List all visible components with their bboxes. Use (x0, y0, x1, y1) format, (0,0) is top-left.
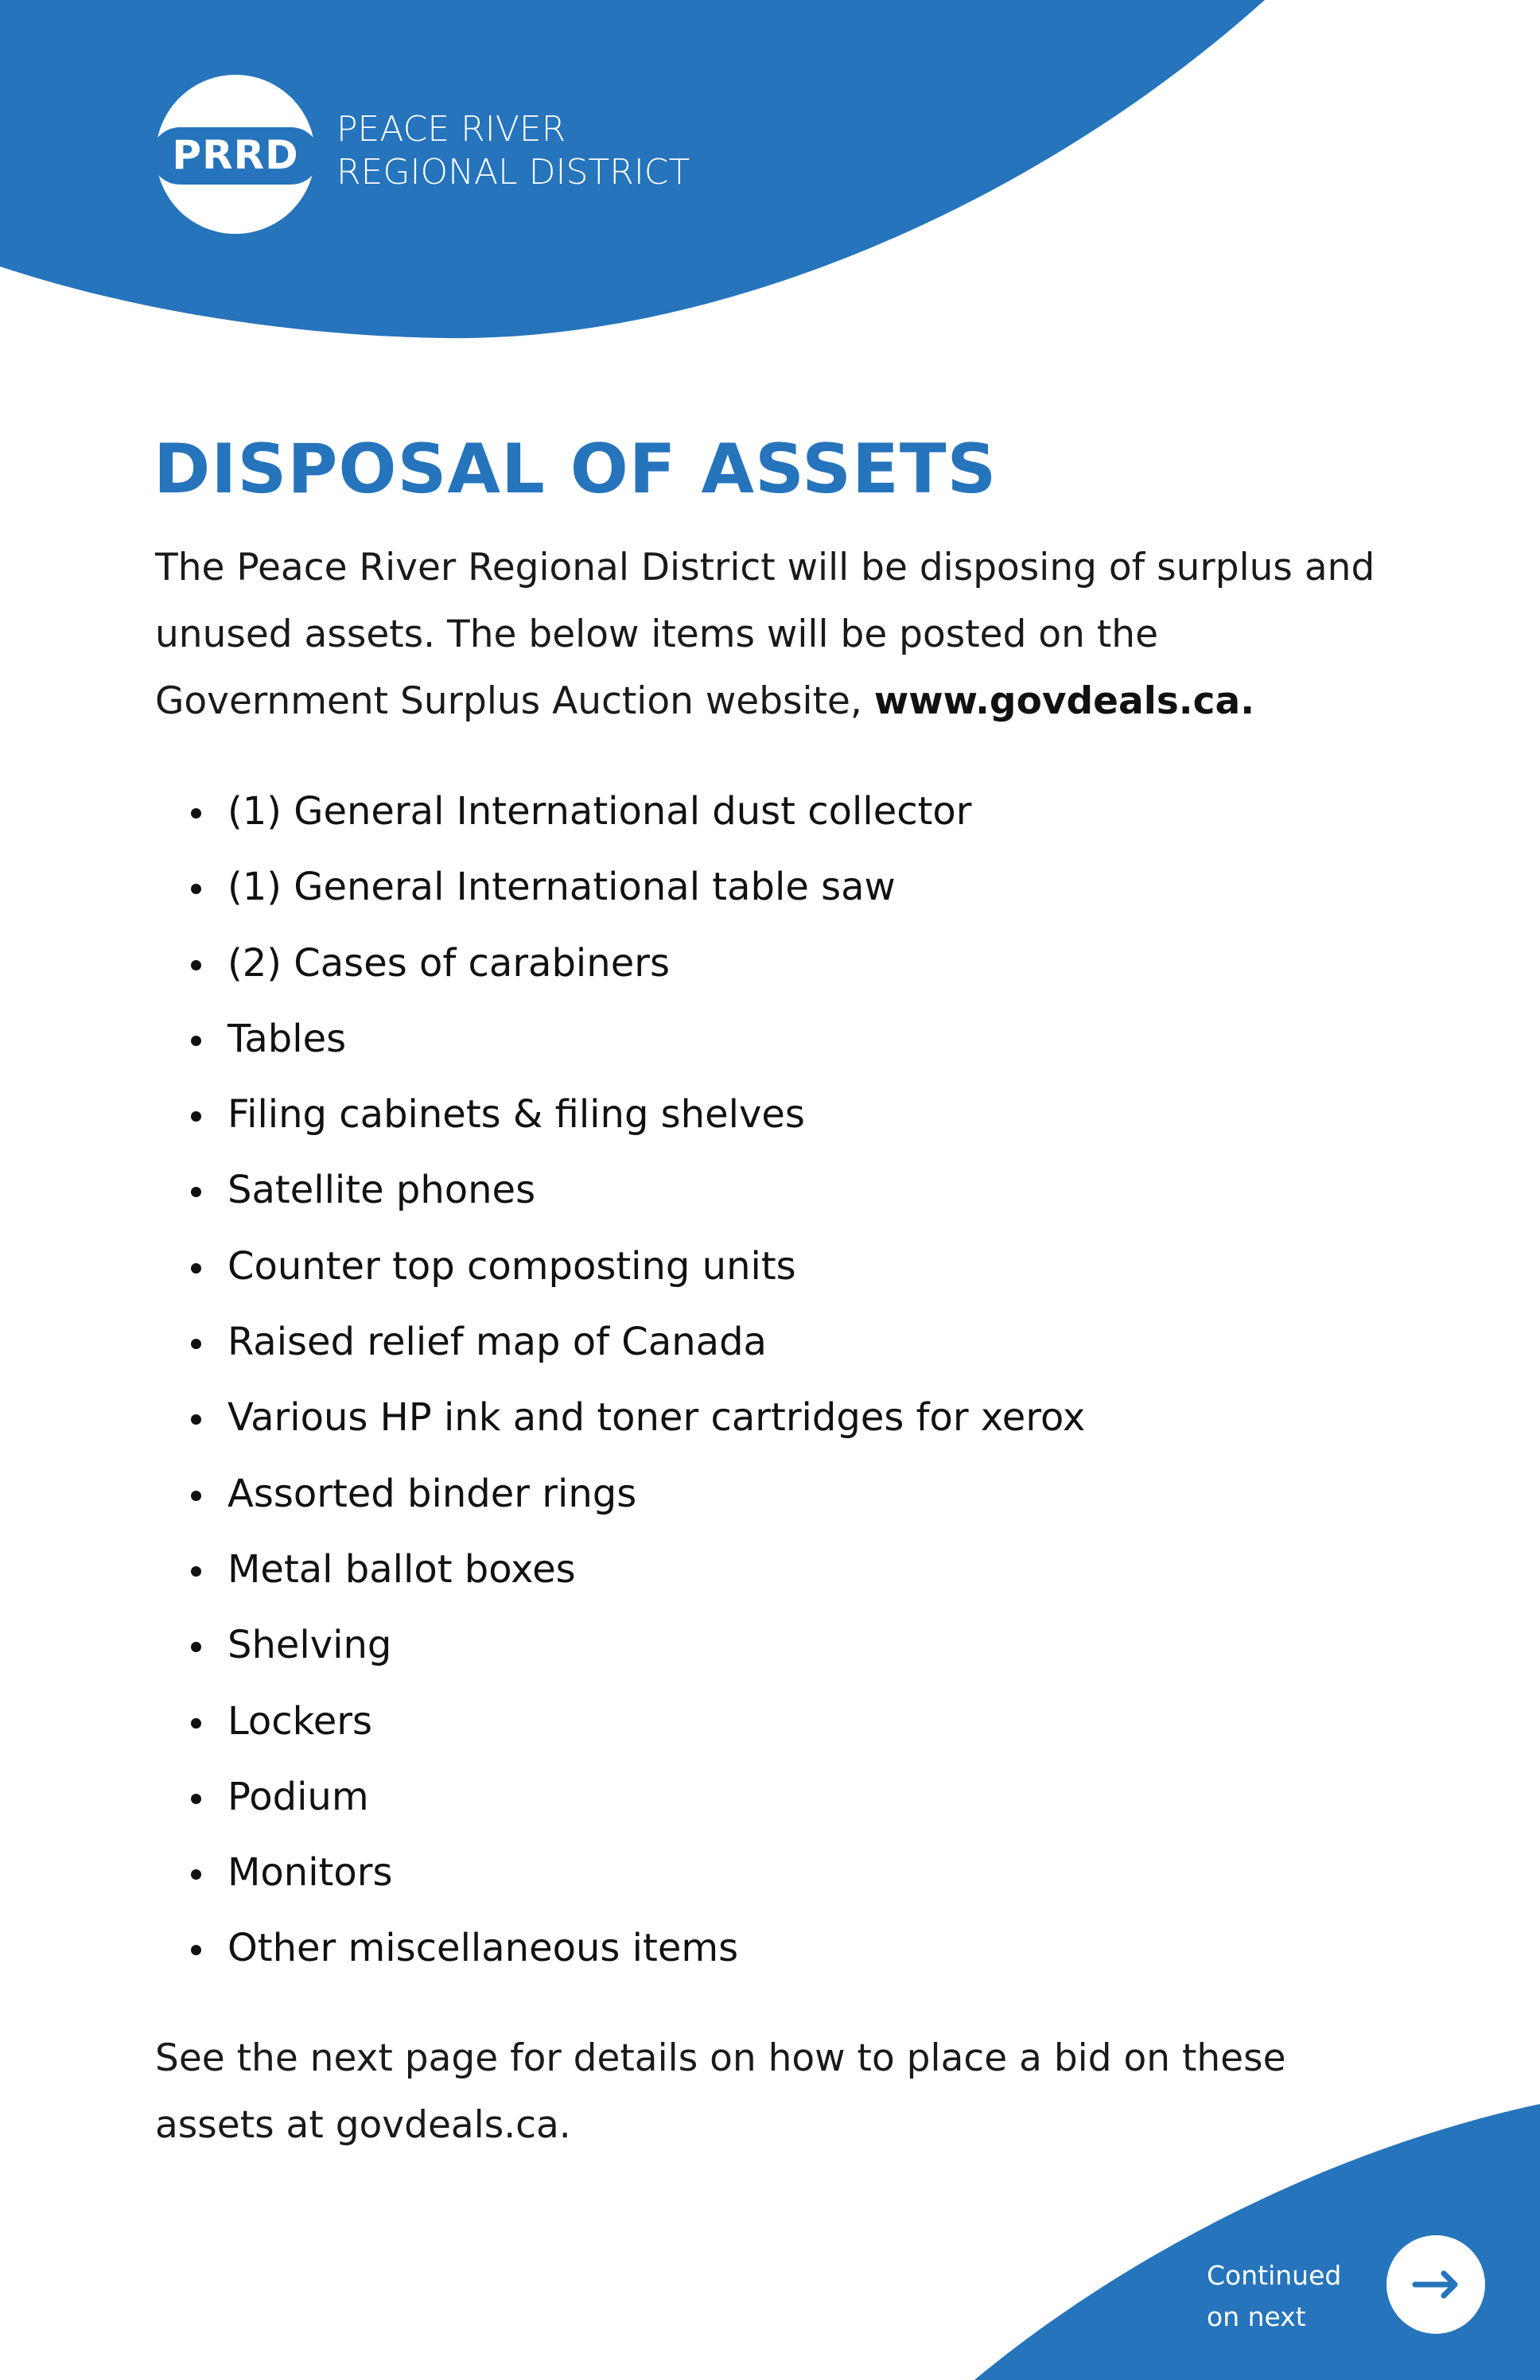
list-item: Monitors (155, 1835, 1085, 1911)
list-item: Counter top composting units (155, 1229, 1085, 1305)
govdeals-link[interactable]: www.govdeals.ca. (873, 679, 1255, 723)
list-item: Assorted binder rings (155, 1456, 1085, 1532)
logo-text: PRRD (172, 132, 299, 178)
continued-line2: on next (1207, 2301, 1306, 2332)
intro-text: The Peace River Regional District will be disposing of surplus and unused assets. The below items will be posted on the Government Surplus Auction website, (155, 546, 1375, 723)
list-item: Metal ballot boxes (155, 1532, 1085, 1608)
list-item: Raised relief map of Canada (155, 1305, 1085, 1380)
arrow-right-icon (1412, 2269, 1460, 2300)
continued-label (1207, 2255, 1341, 2338)
asset-list (155, 774, 1085, 1987)
prrd-logo (156, 75, 315, 234)
org-name-line1: PEACE RIVER (336, 109, 566, 150)
intro-paragraph (155, 535, 1396, 735)
list-item: (1) General International table saw (155, 850, 1085, 925)
next-page-button[interactable] (1386, 2235, 1485, 2334)
page-title: DISPOSAL OF ASSETS (154, 430, 998, 509)
list-item: Podium (155, 1760, 1085, 1835)
list-item: Satellite phones (155, 1153, 1085, 1228)
list-item: Lockers (155, 1684, 1085, 1760)
list-item: Tables (155, 1001, 1085, 1077)
list-item: Shelving (155, 1608, 1085, 1683)
list-item: Filing cabinets & filing shelves (155, 1077, 1085, 1153)
outro-paragraph: See the next page for details on how to place a bid on these assets at govdeals.ca. (155, 2036, 1286, 2147)
org-name (336, 108, 690, 194)
continued-line1: Continued (1207, 2260, 1342, 2291)
list-item: (2) Cases of carabiners (155, 926, 1085, 1001)
list-item: (1) General International dust collector (155, 774, 1085, 850)
list-item: Various HP ink and toner cartridges for xerox (155, 1380, 1085, 1456)
org-name-line2: REGIONAL DISTRICT (336, 152, 690, 192)
list-item: Other miscellaneous items (155, 1911, 1085, 1986)
